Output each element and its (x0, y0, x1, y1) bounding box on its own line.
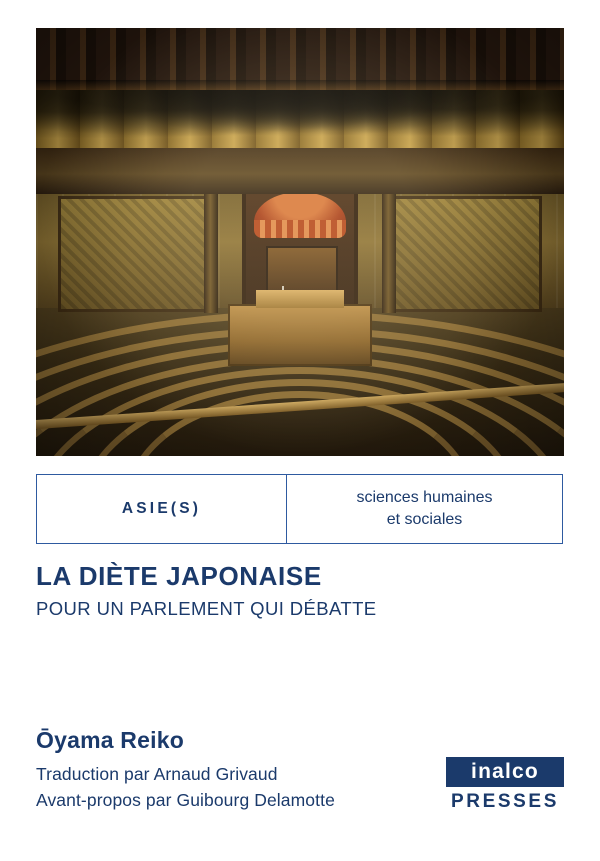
speaker-rostrum (228, 304, 372, 366)
book-title: LA DIÈTE JAPONAISE (36, 561, 322, 591)
discipline-box (286, 474, 563, 544)
translator-credit: Traduction par Arnaud Grivaud (36, 764, 278, 784)
publisher-name-presses: PRESSES (451, 791, 559, 812)
chamber-ceiling (36, 28, 564, 90)
publisher-logo (446, 757, 564, 811)
chamber-left-panel (58, 196, 214, 312)
chamber-right-panel (386, 196, 542, 312)
parliament-chamber-photo (36, 28, 564, 456)
collection-label: ASIE(S) (121, 500, 202, 517)
discipline-label (356, 487, 492, 530)
book-subtitle: POUR UN PARLEMENT QUI DÉBATTE (36, 598, 377, 620)
chamber-drapery (36, 86, 564, 148)
chamber-upper-gallery (36, 144, 564, 194)
author-block (36, 727, 426, 816)
collection-box (36, 474, 287, 544)
discipline-line-2: et sociales (386, 511, 463, 528)
author-name: Ōyama Reiko (36, 727, 184, 753)
publisher-name-inalco: inalco (446, 757, 564, 787)
title-block (36, 562, 564, 620)
foreword-credit: Avant-propos par Guibourg Delamotte (36, 790, 335, 810)
discipline-line-1: sciences humaines (356, 489, 493, 507)
cover-photo (36, 28, 564, 456)
series-bar (36, 474, 564, 544)
